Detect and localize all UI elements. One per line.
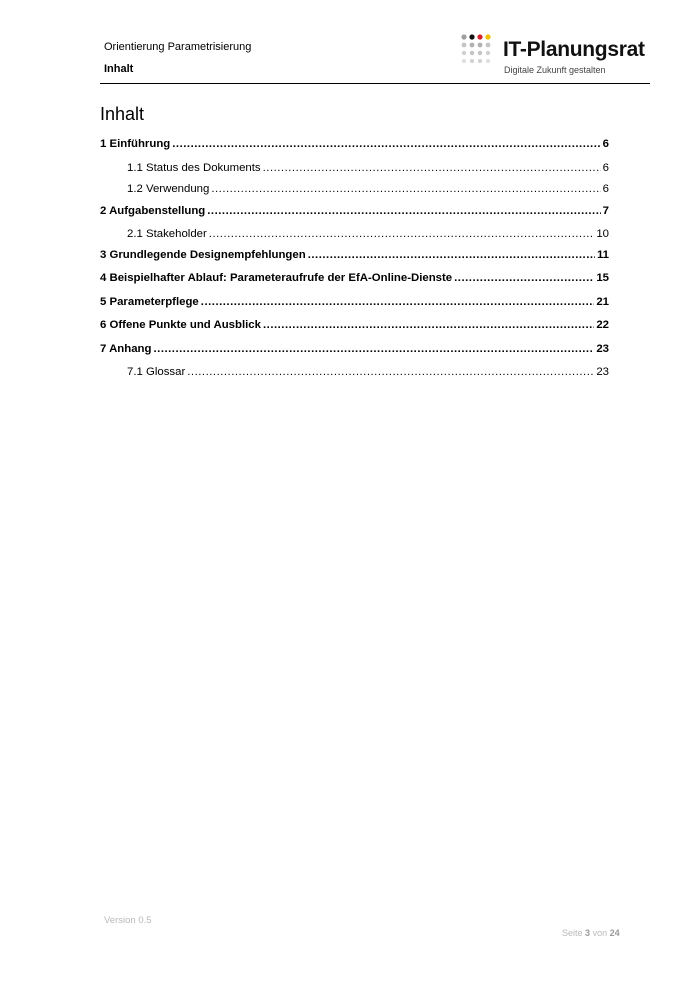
- toc-leader-dots: [454, 272, 594, 284]
- toc-entry-page: 10: [596, 228, 609, 240]
- page-total: 24: [609, 928, 620, 938]
- toc-entry-page: 6: [602, 162, 609, 174]
- toc-entry-label: 1 Einführung: [100, 138, 171, 150]
- toc-entry-page: 15: [596, 272, 609, 284]
- toc-entry-label: 2.1 Stakeholder: [127, 228, 207, 240]
- page-of: von: [592, 928, 608, 938]
- toc-leader-dots: [209, 228, 595, 240]
- toc-entry-page: 23: [596, 343, 609, 355]
- toc-entry-page: 21: [596, 296, 609, 308]
- toc-entry-page: 23: [596, 366, 609, 378]
- page-prefix: Seite: [562, 928, 583, 938]
- toc-leader-dots: [201, 296, 595, 308]
- toc-leader-dots: [263, 162, 601, 174]
- toc-entry-label: 4 Beispielhafter Ablauf: Parameteraufrufe der EfA-Online-Dienste: [100, 272, 453, 284]
- toc-entry-page: 11: [596, 249, 609, 261]
- logo-title: IT-Planungsrat: [503, 38, 645, 61]
- toc-leader-dots: [308, 249, 595, 261]
- toc-entry-label: 1.1 Status des Dokuments: [127, 162, 261, 174]
- toc-leader-dots: [172, 138, 600, 150]
- it-planungsrat-logo: [461, 34, 651, 74]
- toc-entry[interactable]: [100, 138, 609, 154]
- toc-entry-label: 5 Parameterpflege: [100, 296, 199, 308]
- toc-entry[interactable]: [100, 343, 609, 359]
- toc-entry[interactable]: [100, 249, 609, 265]
- toc-entry-label: 7 Anhang: [100, 343, 152, 355]
- toc-entry-page: 6: [602, 138, 609, 150]
- toc-entry-page: 7: [602, 205, 609, 217]
- logo-subtitle: Digitale Zukunft gestalten: [504, 65, 606, 75]
- toc-entry-label: 7.1 Glossar: [127, 366, 186, 378]
- page-current: 3: [585, 928, 591, 938]
- header-divider: [100, 83, 650, 84]
- toc-entry[interactable]: [100, 205, 609, 221]
- toc-entry[interactable]: [127, 183, 609, 199]
- toc-entry[interactable]: [127, 366, 609, 382]
- toc-title: Inhalt: [100, 104, 145, 124]
- toc-entry[interactable]: [100, 319, 609, 335]
- toc-entry[interactable]: [127, 162, 609, 178]
- toc-entry[interactable]: [127, 228, 609, 244]
- toc-leader-dots: [207, 205, 600, 217]
- document-title: Orientierung Parametrisierung: [104, 41, 252, 53]
- toc-leader-dots: [187, 366, 594, 378]
- toc-leader-dots: [211, 183, 600, 195]
- toc-entry-page: 22: [596, 319, 609, 331]
- logo-dot-grid-icon: [461, 34, 495, 68]
- toc-entry-label: 6 Offene Punkte und Ausblick: [100, 319, 261, 331]
- toc-entry-page: 6: [602, 183, 609, 195]
- toc-entry-label: 2 Aufgabenstellung: [100, 205, 206, 217]
- section-heading: Inhalt: [104, 63, 134, 75]
- toc-entry-label: 1.2 Verwendung: [127, 183, 210, 195]
- toc-entry[interactable]: [100, 296, 609, 312]
- toc-entry-label: 3 Grundlegende Designempfehlungen: [100, 249, 306, 261]
- document-version: Version 0.5: [104, 915, 152, 926]
- toc-leader-dots: [263, 319, 594, 331]
- toc-entry[interactable]: [100, 272, 609, 288]
- toc-leader-dots: [153, 343, 594, 355]
- page-number: [562, 928, 620, 938]
